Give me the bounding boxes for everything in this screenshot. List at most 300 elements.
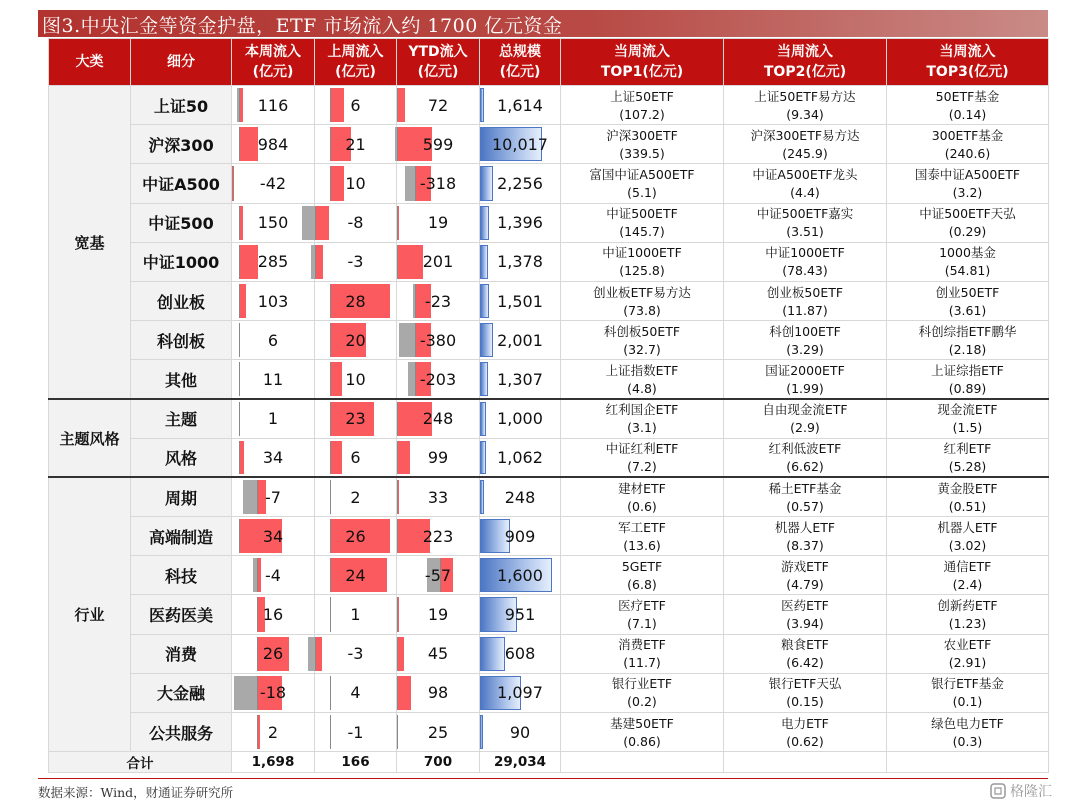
table-row [49,203,1049,242]
lw-cell: 10 [315,164,397,203]
ytd-cell: 19 [397,203,480,242]
title-bar [38,10,1048,37]
t3-fund-name: 银行ETF基金 [931,676,1004,692]
total-ytd: 700 [397,752,480,773]
table-row [49,713,1049,752]
t3-fund-value: (240.6) [944,145,991,161]
t3-fund-value: (54.81) [944,263,991,279]
lw-cell: 20 [315,321,397,360]
t3-fund-value: (1.5) [952,420,983,436]
total-scale-cell: 951 [480,595,561,634]
subcategory-label: 创业板 [131,281,232,320]
ytd-cell: -318 [397,164,480,203]
tw-pos-bar [239,127,259,161]
lw-cell: -3 [315,242,397,281]
lw-cell: 2 [315,477,397,516]
t2-fund-value: (6.62) [786,459,824,475]
t3-cell [887,360,1049,399]
t2-fund-name: 银行ETF天弘 [768,676,842,692]
subcategory-label: 中证1000 [131,242,232,281]
source-note: 数据来源：Wind，财通证券研究所 [38,785,234,800]
t3-fund-value: (2.18) [948,341,987,357]
subcategory-label: 公共服务 [131,713,232,752]
t2-cell [724,399,887,438]
ytd-cell: -23 [397,281,480,320]
total-scale-cell: 1,062 [480,438,561,477]
lw-cell: 6 [315,438,397,477]
t2-fund-value: (8.37) [786,537,824,553]
ytd-cell: -380 [397,321,480,360]
t2-fund-value: (2.9) [790,420,820,436]
t1-fund-value: (11.7) [623,655,661,671]
t2-fund-name: 自由现金流ETF [762,402,848,418]
ytd-cell: 25 [397,713,480,752]
total-row [49,752,1049,773]
lw-cell: 10 [315,360,397,399]
t3-fund-value: (0.89) [948,380,987,396]
t3-fund-value: (3.61) [948,302,987,318]
t3-cell [887,595,1049,634]
t1-fund-value: (7.2) [627,459,657,475]
tw-cell: 11 [232,360,315,399]
ytd-cell: 248 [397,399,480,438]
t2-fund-value: (9.34) [786,106,824,122]
t1-fund-name: 建材ETF [618,480,666,496]
ytd-cell: 201 [397,242,480,281]
total-scale-cell: 2,001 [480,321,561,360]
t2-fund-name: 医药ETF [781,598,829,614]
t3-fund-name: 中证500ETF天弘 [919,206,1016,222]
subcategory-label: 风格 [131,438,232,477]
t2-fund-name: 上证50ETF易方达 [754,88,856,104]
header-ytd: YTD流入 (亿元) [397,39,480,86]
t1-fund-name: 沪深300ETF [606,127,678,143]
t2-fund-name: 稀土ETF基金 [768,480,842,496]
subcategory-label: 主题 [131,399,232,438]
t2-fund-value: (0.62) [786,733,824,749]
lw-pos-bar [330,88,345,122]
t1-fund-name: 科创板50ETF [603,323,681,339]
lw-pos-bar [315,206,329,240]
t3-fund-name: 国泰中证A500ETF [914,166,1021,182]
t2-cell [724,86,887,125]
ytd-pos-bar [397,88,405,122]
t1-fund-name: 上证指数ETF [605,362,679,378]
tw-cell: -7 [232,477,315,516]
t1-fund-value: (13.6) [623,537,661,553]
ytd-cell: 223 [397,517,480,556]
t3-fund-name: 50ETF基金 [935,88,1000,104]
table-row [49,438,1049,477]
tw-neg-bar [234,676,257,710]
t2-fund-value: (78.43) [782,263,828,279]
tw-cell: 34 [232,517,315,556]
t1-fund-value: (107.2) [619,106,665,122]
t3-cell [887,634,1049,673]
ytd-neg-bar [399,323,415,357]
ytd-cell: 599 [397,125,480,164]
t3-fund-value: (0.1) [952,694,983,710]
t3-fund-name: 创新药ETF [937,598,998,614]
t2-fund-value: (3.51) [786,224,824,240]
table-row [49,86,1049,125]
tw-cell: 984 [232,125,315,164]
t3-fund-name: 黄金股ETF [937,480,998,496]
total-scale-cell: 2,256 [480,164,561,203]
t3-fund-value: (5.28) [948,459,987,475]
subcategory-label: 消费 [131,634,232,673]
t1-cell [561,673,724,712]
total-scale-cell: 10,017 [480,125,561,164]
t2-fund-name: 国证2000ETF [765,362,845,378]
tw-cell: 285 [232,242,315,281]
t3-fund-name: 300ETF基金 [931,127,1004,143]
header-category: 大类 [49,39,131,86]
t1-fund-value: (32.7) [623,341,661,357]
t2-fund-value: (0.57) [786,498,824,514]
total-last-week: 166 [315,752,397,773]
lw-pos-bar [315,637,322,671]
tw-cell: 2 [232,713,315,752]
tw-cell: 6 [232,321,315,360]
t2-cell [724,517,887,556]
t1-cell [561,713,724,752]
header-row [49,39,1049,86]
subcategory-label: 科创板 [131,321,232,360]
total-scale-cell: 909 [480,517,561,556]
tw-cell: -4 [232,556,315,595]
subcategory-label: 中证A500 [131,164,232,203]
lw-pos-bar [315,245,323,279]
t2-fund-name: 电力ETF [781,715,829,731]
subcategory-label: 科技 [131,556,232,595]
t2-fund-value: (0.15) [786,694,824,710]
total-this-week: 1,698 [232,752,315,773]
tw-pos-bar [239,245,259,279]
header-top2: 当周流入 TOP2(亿元) [724,39,887,86]
lw-cell: 28 [315,281,397,320]
t3-fund-value: (0.3) [952,733,983,749]
table-row [49,321,1049,360]
tw-pos-bar [239,284,246,318]
t2-fund-value: (11.87) [782,302,828,318]
figure-title: 图3.中央汇金等资金护盘，ETF 市场流入约 1700 亿元资金 [42,15,563,37]
total-empty-2 [724,752,887,773]
t1-fund-name: 基建50ETF [610,715,674,731]
subcategory-label: 沪深300 [131,125,232,164]
table-row [49,125,1049,164]
ytd-pos-bar [397,676,411,710]
table-body [49,86,1049,773]
t3-fund-name: 红利ETF [943,441,992,457]
total-scale-bar [480,323,493,357]
t1-fund-value: (7.1) [627,616,657,632]
t2-fund-name: 中证1000ETF [765,245,845,261]
t1-cell [561,281,724,320]
lw-cell: -3 [315,634,397,673]
t1-fund-name: 上证50ETF [610,88,674,104]
group-label: 主题风格 [49,399,131,477]
t2-fund-name: 中证A500ETF龙头 [752,166,858,182]
t2-fund-value: (3.94) [786,616,824,632]
t2-fund-name: 粮食ETF [781,637,829,653]
t3-cell [887,321,1049,360]
t3-fund-name: 现金流ETF [937,402,998,418]
header-top1: 当周流入 TOP1(亿元) [561,39,724,86]
t3-fund-value: (0.29) [948,224,987,240]
t2-fund-value: (245.9) [782,145,828,161]
ytd-pos-bar [397,441,410,475]
t1-fund-name: 中证1000ETF [602,245,682,261]
tw-cell: 150 [232,203,315,242]
t3-cell [887,477,1049,516]
subcategory-label: 周期 [131,477,232,516]
t1-cell [561,86,724,125]
total-scale: 29,034 [480,752,561,773]
t2-cell [724,634,887,673]
header-this-week: 本周流入 (亿元) [232,39,315,86]
tw-cell: 103 [232,281,315,320]
t2-fund-value: (6.42) [786,655,824,671]
tw-cell: -42 [232,164,315,203]
ytd-neg-bar [408,362,415,396]
subcategory-label: 其他 [131,360,232,399]
table-row [49,477,1049,516]
t2-cell [724,125,887,164]
subcategory-label: 中证500 [131,203,232,242]
t3-cell [887,673,1049,712]
total-scale-bar [480,362,488,396]
t3-fund-name: 上证综指ETF [931,362,1004,378]
lw-cell: 23 [315,399,397,438]
t2-cell [724,281,887,320]
total-scale-bar [480,206,489,240]
t1-fund-value: (0.2) [627,694,657,710]
t2-cell [724,713,887,752]
t1-cell [561,164,724,203]
t2-fund-name: 创业板50ETF [766,284,844,300]
t2-fund-value: (4.4) [790,184,820,200]
t2-cell [724,438,887,477]
t1-fund-value: (339.5) [619,145,665,161]
ytd-pos-bar [397,245,423,279]
tw-cell: -18 [232,673,315,712]
t3-fund-value: (2.91) [948,655,987,671]
t2-cell [724,360,887,399]
t2-cell [724,673,887,712]
t1-fund-name: 消费ETF [618,637,666,653]
t1-cell [561,203,724,242]
t1-cell [561,477,724,516]
t1-cell [561,360,724,399]
total-scale-bar [480,637,505,671]
total-scale-cell: 608 [480,634,561,673]
table-row [49,673,1049,712]
t1-cell [561,517,724,556]
tw-cell: 116 [232,86,315,125]
t1-fund-name: 中证红利ETF [605,441,679,457]
t3-fund-value: (1.23) [948,616,987,632]
t1-cell [561,595,724,634]
t3-fund-name: 农业ETF [943,637,992,653]
subcategory-label: 高端制造 [131,517,232,556]
total-scale-bar [480,284,489,318]
lw-cell: 1 [315,595,397,634]
t1-cell [561,634,724,673]
tw-cell: 26 [232,634,315,673]
t3-fund-name: 机器人ETF [937,519,998,535]
total-scale-bar [480,402,486,436]
ytd-neg-bar [405,166,415,200]
total-scale-cell: 1,097 [480,673,561,712]
tw-cell: 34 [232,438,315,477]
t1-fund-name: 创业板ETF易方达 [593,284,691,300]
t3-fund-name: 通信ETF [943,558,992,574]
ytd-cell: 72 [397,86,480,125]
total-scale-bar [480,480,484,514]
lw-pos-bar [330,362,342,396]
t1-fund-name: 红利国企ETF [605,402,679,418]
table-row [49,242,1049,281]
t3-cell [887,713,1049,752]
t3-cell [887,164,1049,203]
header-total-scale: 总规模 (亿元) [480,39,561,86]
lw-pos-bar [330,441,342,475]
t1-fund-name: 5GETF [621,558,663,574]
t2-fund-name: 中证500ETF嘉实 [756,206,854,222]
table-row [49,360,1049,399]
t1-fund-name: 富国中证A500ETF [589,166,695,182]
t1-cell [561,438,724,477]
t3-cell [887,556,1049,595]
t1-fund-value: (4.8) [627,380,657,396]
t3-cell [887,242,1049,281]
ytd-cell: -57 [397,556,480,595]
t2-fund-name: 机器人ETF [774,519,836,535]
table-row [49,281,1049,320]
subcategory-label: 医药医美 [131,595,232,634]
total-scale-bar [480,88,484,122]
total-empty-3 [887,752,1049,773]
lw-cell: 4 [315,673,397,712]
t1-fund-value: (3.1) [627,420,657,436]
t2-cell [724,203,887,242]
total-empty-1 [561,752,724,773]
t3-fund-name: 绿色电力ETF [931,715,1004,731]
t3-cell [887,517,1049,556]
t1-fund-name: 银行业ETF [611,676,673,692]
t1-fund-value: (125.8) [619,263,665,279]
t3-cell [887,86,1049,125]
t2-cell [724,477,887,516]
t1-fund-value: (0.86) [623,733,661,749]
t2-fund-name: 科创100ETF [769,323,841,339]
t1-fund-value: (73.8) [623,302,661,318]
t1-cell [561,321,724,360]
table-row [49,634,1049,673]
t2-fund-value: (1.99) [786,380,824,396]
t3-cell [887,438,1049,477]
t3-cell [887,203,1049,242]
total-scale-bar [480,166,493,200]
header-last-week: 上周流入 (亿元) [315,39,397,86]
total-scale-bar [480,715,483,749]
subcategory-label: 大金融 [131,673,232,712]
t2-cell [724,595,887,634]
t2-cell [724,321,887,360]
group-label: 宽基 [49,86,131,400]
subcategory-label: 上证50 [131,86,232,125]
total-scale-cell: 1,000 [480,399,561,438]
lw-cell: 24 [315,556,397,595]
t2-fund-value: (4.79) [786,576,824,592]
lw-neg-bar [302,206,315,240]
total-scale-cell: 90 [480,713,561,752]
t3-fund-value: (0.14) [948,106,987,122]
total-scale-cell: 1,396 [480,203,561,242]
lw-cell: 26 [315,517,397,556]
t2-fund-value: (3.29) [786,341,824,357]
t2-fund-name: 红利低波ETF [768,441,842,457]
watermark [990,781,1052,801]
lw-pos-bar [330,166,345,200]
t1-cell [561,242,724,281]
total-scale-cell: 1,307 [480,360,561,399]
t1-cell [561,556,724,595]
table-row [49,164,1049,203]
t1-cell [561,125,724,164]
total-label: 合计 [49,752,232,773]
lw-neg-bar [308,637,315,671]
t2-cell [724,242,887,281]
total-scale-cell: 248 [480,477,561,516]
ytd-cell: 98 [397,673,480,712]
t3-cell [887,281,1049,320]
t1-fund-value: (6.8) [627,576,657,592]
total-scale-bar [480,441,486,475]
lw-cell: 6 [315,86,397,125]
t1-fund-value: (5.1) [627,184,657,200]
tw-cell: 1 [232,399,315,438]
ytd-cell: 45 [397,634,480,673]
group-label: 行业 [49,477,131,751]
t1-fund-name: 中证500ETF [606,206,678,222]
source-divider [38,778,1048,779]
total-scale-cell: 1,378 [480,242,561,281]
header-subcategory: 细分 [131,39,232,86]
total-scale-cell: 1,600 [480,556,561,595]
watermark-text: 格隆汇 [1010,784,1052,800]
lw-cell: -8 [315,203,397,242]
tw-cell: 16 [232,595,315,634]
tw-neg-bar [243,480,256,514]
watermark-logo-icon [990,783,1006,799]
ytd-cell: -203 [397,360,480,399]
t1-fund-name: 军工ETF [618,519,666,535]
table-row [49,595,1049,634]
etf-flow-table [48,38,1049,773]
table-row [49,556,1049,595]
t1-fund-name: 医疗ETF [618,598,666,614]
table-row [49,399,1049,438]
header-top3: 当周流入 TOP3(亿元) [887,39,1049,86]
t3-fund-value: (3.02) [948,537,987,553]
t3-fund-value: (3.2) [952,184,983,200]
t1-fund-value: (145.7) [619,224,665,240]
t1-cell [561,399,724,438]
t3-fund-name: 创业50ETF [935,284,1000,300]
t3-cell [887,125,1049,164]
